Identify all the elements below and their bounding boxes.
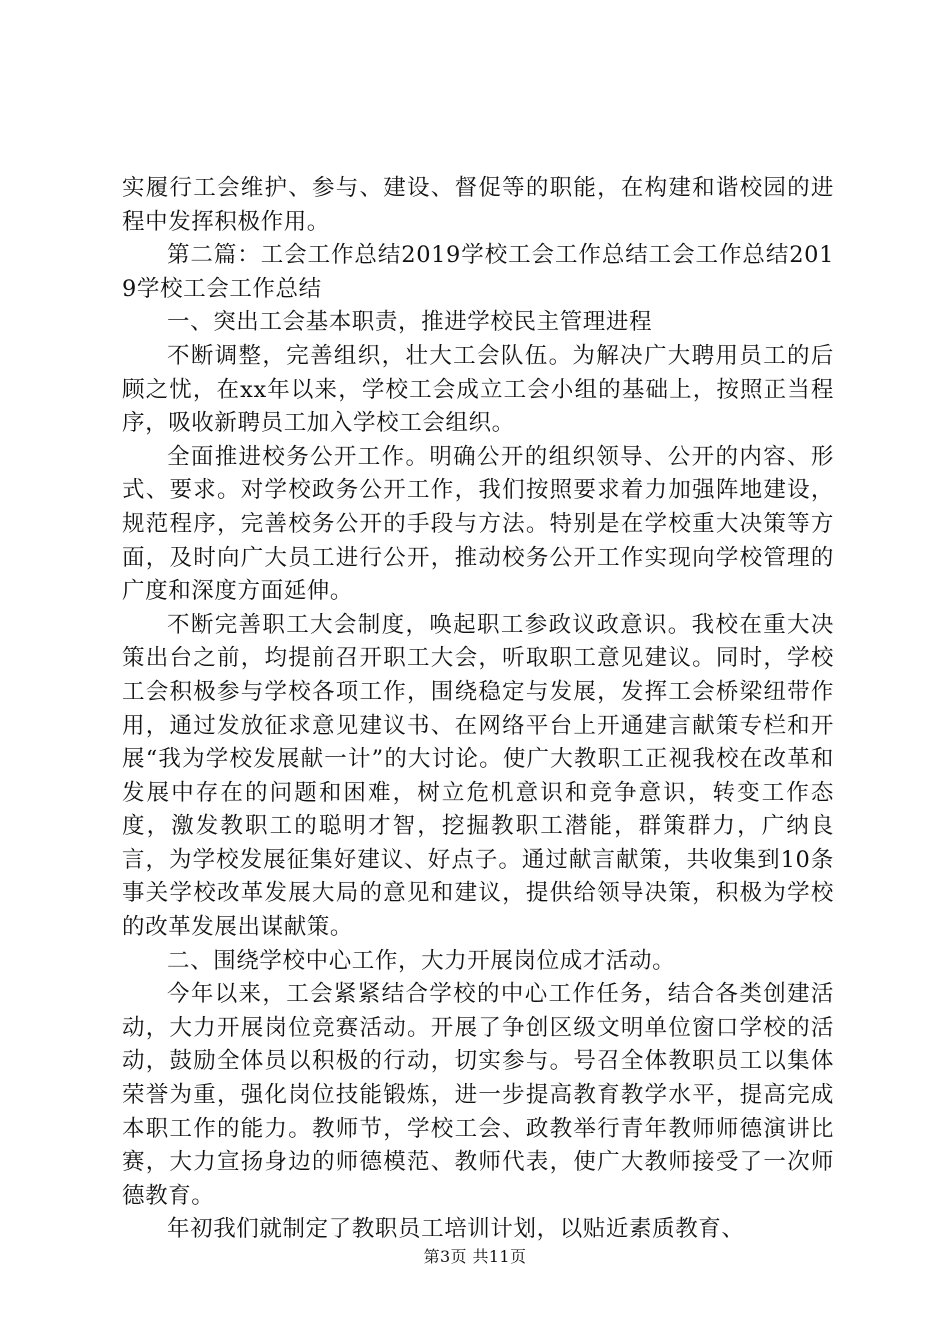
paragraph-staff-congress: 不断完善职工大会制度，唤起职工参政议政意识。我校在重大决策出台之前，均提前召开职工大会，听取职工意见建议。同时，学校工会积极参与学校各项工作，围绕稳定与发展，发挥工会桥梁纽带作用，通过发放征求意见建议书、在网络平台上开通建言献策专栏和开展“我为学校发展献一计”的大讨论。使广大教职工正视我校在改革和发展中存在的问题和困难，树立危机意识和竞争意识，转变工作态度，激发教职工的聪明才智，挖掘教职工潜能，群策群力，广纳良言，为学校发展征集好建议、好点子。通过献言献策，共收集到10条事关学校改革发展大局的意见和建议，提供给领导决策，积极为学校的改革发展出谋献策。 <box>122 611 834 941</box>
paragraph-activities: 今年以来，工会紧紧结合学校的中心工作任务，结合各类创建活动，大力开展岗位竞赛活动。开展了争创区级文明单位窗口学校的活动，鼓励全体员以积极的行动，切实参与。号召全体教职员工以集体荣誉为重，强化岗位技能锻炼，进一步提高教育教学水平，提高完成本职工作的能力。教师节，学校工会、政教举行青年教师师德演讲比赛，大力宣扬身边的师德模范、教师代表，使广大教师接受了一次师德教育。 <box>122 981 834 1209</box>
paragraph-section-title: 第二篇：工会工作总结2019学校工会工作总结工会工作总结2019学校工会工作总结 <box>122 242 834 302</box>
paragraph-transparency: 全面推进校务公开工作。明确公开的组织领导、公开的内容、形式、要求。对学校政务公开工作，我们按照要求着力加强阵地建设，规范程序，完善校务公开的手段与方法。特别是在学校重大决策等方面，及时向广大员工进行公开，推动校务公开工作实现向学校管理的广度和深度方面延伸。 <box>122 443 834 605</box>
paragraph-organization: 不断调整，完善组织，壮大工会队伍。为解决广大聘用员工的后顾之忧，在xx年以来，学校工会成立工会小组的基础上，按照正当程序，吸收新聘员工加入学校工会组织。 <box>122 342 834 437</box>
document-body <box>122 172 834 1247</box>
paragraph-continuation: 实履行工会维护、参与、建设、督促等的职能，在构建和谐校园的进程中发挥积极作用。 <box>122 175 834 235</box>
page-number-footer: 第3页 共11页 <box>423 1247 527 1266</box>
paragraph-training: 年初我们就制定了教职员工培训计划，以贴近素质教育、 <box>167 1216 745 1243</box>
paragraph-heading-one: 一、突出工会基本职责，推进学校民主管理进程 <box>167 309 653 336</box>
paragraph-heading-two: 二、围绕学校中心工作，大力开展岗位成才活动。 <box>167 947 676 974</box>
